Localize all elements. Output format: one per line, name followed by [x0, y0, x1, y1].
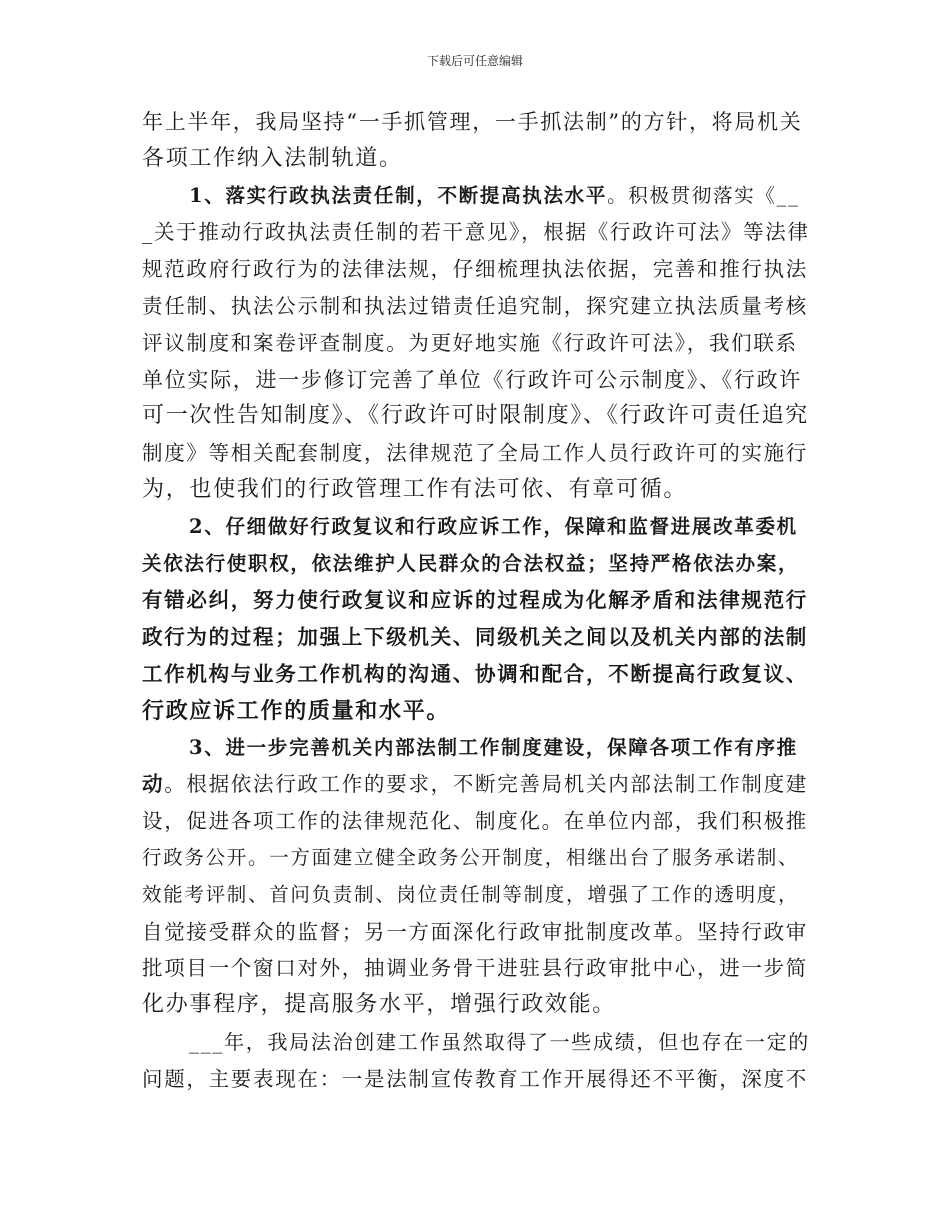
text-line: 评议制度和案卷评查制度。为更好地实施《行政许可法》，我们联系: [142, 330, 798, 355]
paragraph-summary: [142, 1024, 810, 1098]
text-line: 规范政府行政行为的法律法规，仔细梳理执法依据，完善和推行执法: [142, 257, 808, 282]
text-run: 。根据依法行政工作的要求，不断完善局机关内部法制工作制度建: [164, 772, 809, 797]
text-line: 批项目一个窗口对外，抽调业务骨干进驻县行政审批中心，进一步简: [142, 956, 808, 981]
text-line: 单位实际，进一步修订完善了单位《行政许可公示制度》、《行政许: [142, 367, 802, 392]
section-heading-line: 工作机构与业务工作机构的沟通、协调和配合，不断提高行政复议、: [142, 661, 808, 686]
section-heading-line: 2、仔细做好行政复议和行政应诉工作，保障和监督进展改革委机: [189, 514, 798, 538]
paragraph-section-3: [142, 730, 810, 1024]
text-line: 效能考评制、首问负责制、岗位责任制等制度，增强了工作的透明度，: [142, 882, 800, 906]
text-line: _关于推动行政执法责任制的若干意见》，根据《行政许可法》等法律: [142, 220, 810, 245]
text-line: 年上半年，我局坚持“一手抓管理，一手抓法制”的方针，将局机关: [142, 110, 803, 134]
section-heading-line: 关依法行使职权，依法维护人民群众的合法权益；坚持严格依法办案，: [142, 551, 800, 575]
section-heading: 1、落实行政执法责任制，不断提高执法水平: [189, 183, 608, 207]
text-line: [142, 766, 810, 803]
text-line: 设，促进各项工作的法律规范化、制度化。在单位内部，我们积极推: [142, 809, 808, 834]
paragraph-section-1: [142, 178, 810, 509]
text-run: 。积极贯彻落实《__: [607, 183, 800, 207]
document-body: [142, 104, 810, 1098]
text-line: [142, 178, 810, 215]
text-line: 为，也使我们的行政管理工作有法可依、有章可循。: [142, 476, 688, 502]
text-line: 责任制、执法公示制和执法过错责任追究制，探究建立执法质量考核: [142, 293, 808, 318]
paragraph-section-2: [142, 509, 810, 730]
paragraph-intro: [142, 104, 810, 178]
section-heading-line: 行政应诉工作的质量和水平。: [142, 697, 451, 724]
section-heading-line: 有错必纠，努力使行政复议和应诉的过程成为化解矛盾和法律规范行: [142, 588, 808, 613]
text-line: 自觉接受群众的监督；另一方面深化行政审批制度改革。坚持行政审: [142, 919, 808, 944]
section-heading-line: 3、进一步完善机关内部法制工作制度建设，保障各项工作有序推: [189, 735, 798, 759]
text-line: 化办事程序，提高服务水平，增强行政效能。: [142, 992, 617, 1018]
text-line: 问题，主要表现在：一是法制宣传教育工作开展得还不平衡，深度不: [142, 1066, 808, 1091]
page-header: 下载后可任意编辑: [426, 54, 523, 68]
section-heading-line: 政行为的过程；加强上下级机关、同级机关之间以及机关内部的法制: [142, 625, 808, 650]
text-line: 可一次性告知制度》、《行政许可时限制度》、《行政许可责任追究: [142, 403, 810, 429]
section-heading: 动: [142, 772, 165, 797]
text-line: 行政务公开。一方面建立健全政务公开制度，相继出台了服务承诺制、: [142, 845, 800, 869]
text-line: 各项工作纳入法制轨道。: [142, 145, 403, 171]
text-line: 制度》等相关配套制度，法律规范了全局工作人员行政许可的实施行: [142, 441, 808, 466]
text-line: ___年，我局法治创建工作虽然取得了一些成绩，但也存在一定的: [189, 1029, 810, 1054]
